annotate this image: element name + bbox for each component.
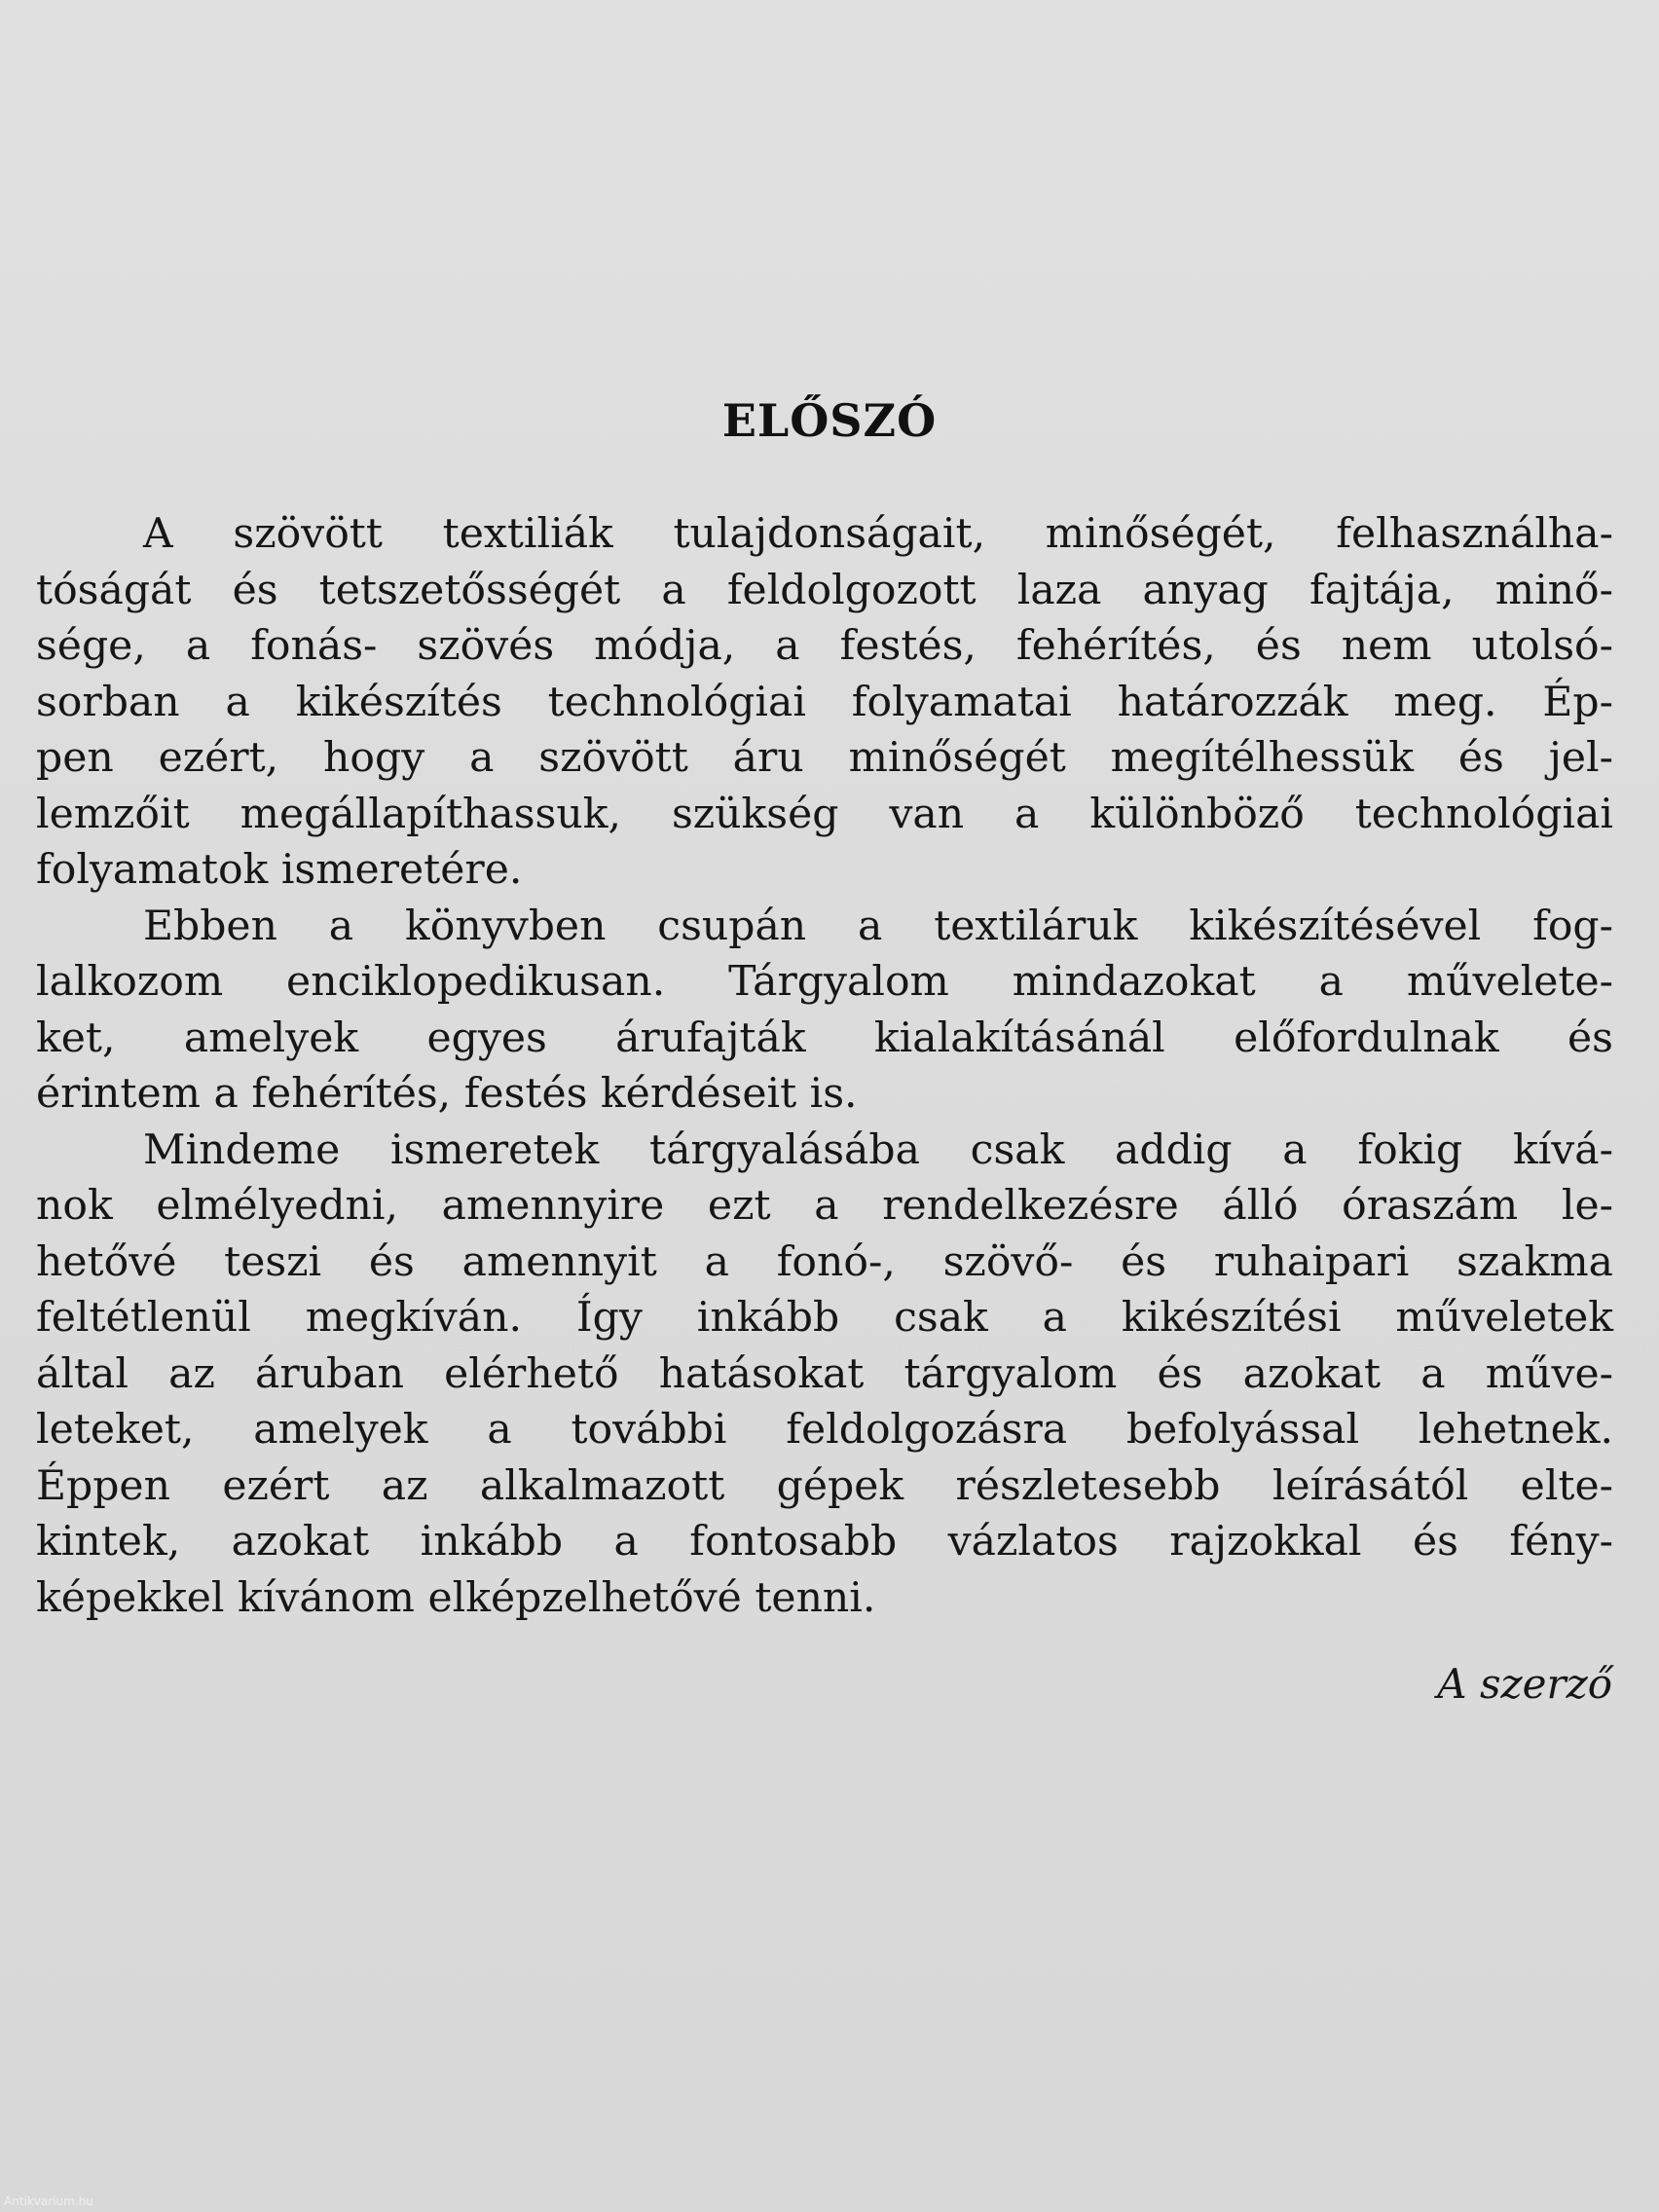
text-line: feltétlenül megkíván. Így inkább csak a kikészítési műveletek [36, 1294, 1613, 1342]
watermark-text: Antikvarium.hu [4, 2194, 93, 2208]
text-line: Mindeme ismeretek tárgyalásába csak addig a fokig kívá- [143, 1125, 1613, 1174]
text-line: leteket, amelyek a további feldolgozásra befolyással lehetnek. [36, 1406, 1613, 1454]
text-line: sorban a kikészítés technológiai folyamatai határozzák meg. Ép- [36, 678, 1613, 726]
paragraph-2 [36, 899, 1613, 1123]
text-line: kintek, azokat inkább a fontosabb vázlatos rajzokkal és fény- [36, 1518, 1613, 1566]
text-line: hetővé teszi és amennyit a fonó-, szövő- és ruhaipari szakma [36, 1237, 1613, 1286]
page-title: ELŐSZÓ [721, 394, 938, 447]
text-line: tóságát és tetszetősségét a feldolgozott laza anyag fajtája, minő- [36, 566, 1613, 614]
text-line: Ebben a könyvben csupán a textiláruk kikészítésével fog- [143, 902, 1613, 950]
paragraph-1 [36, 506, 1613, 899]
text-line: lalkozom enciklopedikusan. Tárgyalom mindazokat a művelete- [36, 958, 1613, 1006]
text-line: képekkel kívánom elképzelhetővé tenni. [36, 1573, 876, 1622]
text-line: Éppen ezért az alkalmazott gépek részletesebb leírásától elte- [36, 1461, 1613, 1510]
author-signature: A szerző [1437, 1660, 1612, 1708]
paragraph-3 [36, 1123, 1613, 1627]
text-line: által az áruban elérhető hatásokat tárgyalom és azokat a műve- [36, 1349, 1613, 1398]
text-line: pen ezért, hogy a szövött áru minőségét megítélhessük és jel- [36, 734, 1613, 782]
text-line: lemzőit megállapíthassuk, szükség van a különböző technológiai [36, 790, 1613, 838]
text-line: sége, a fonás- szövés módja, a festés, fehérítés, és nem utolsó- [36, 622, 1613, 670]
preface-body [36, 506, 1613, 1626]
text-line: ket, amelyek egyes árufajták kialakításánál előfordulnak és [36, 1014, 1613, 1062]
text-line: nok elmélyedni, amennyire ezt a rendelkezésre álló óraszám le- [36, 1182, 1613, 1230]
text-line: A szövött textiliák tulajdonságait, minőségét, felhasználha- [143, 510, 1613, 558]
text-line: folyamatok ismeretére. [36, 846, 523, 894]
text-line: érintem a fehérítés, festés kérdéseit is. [36, 1070, 858, 1118]
